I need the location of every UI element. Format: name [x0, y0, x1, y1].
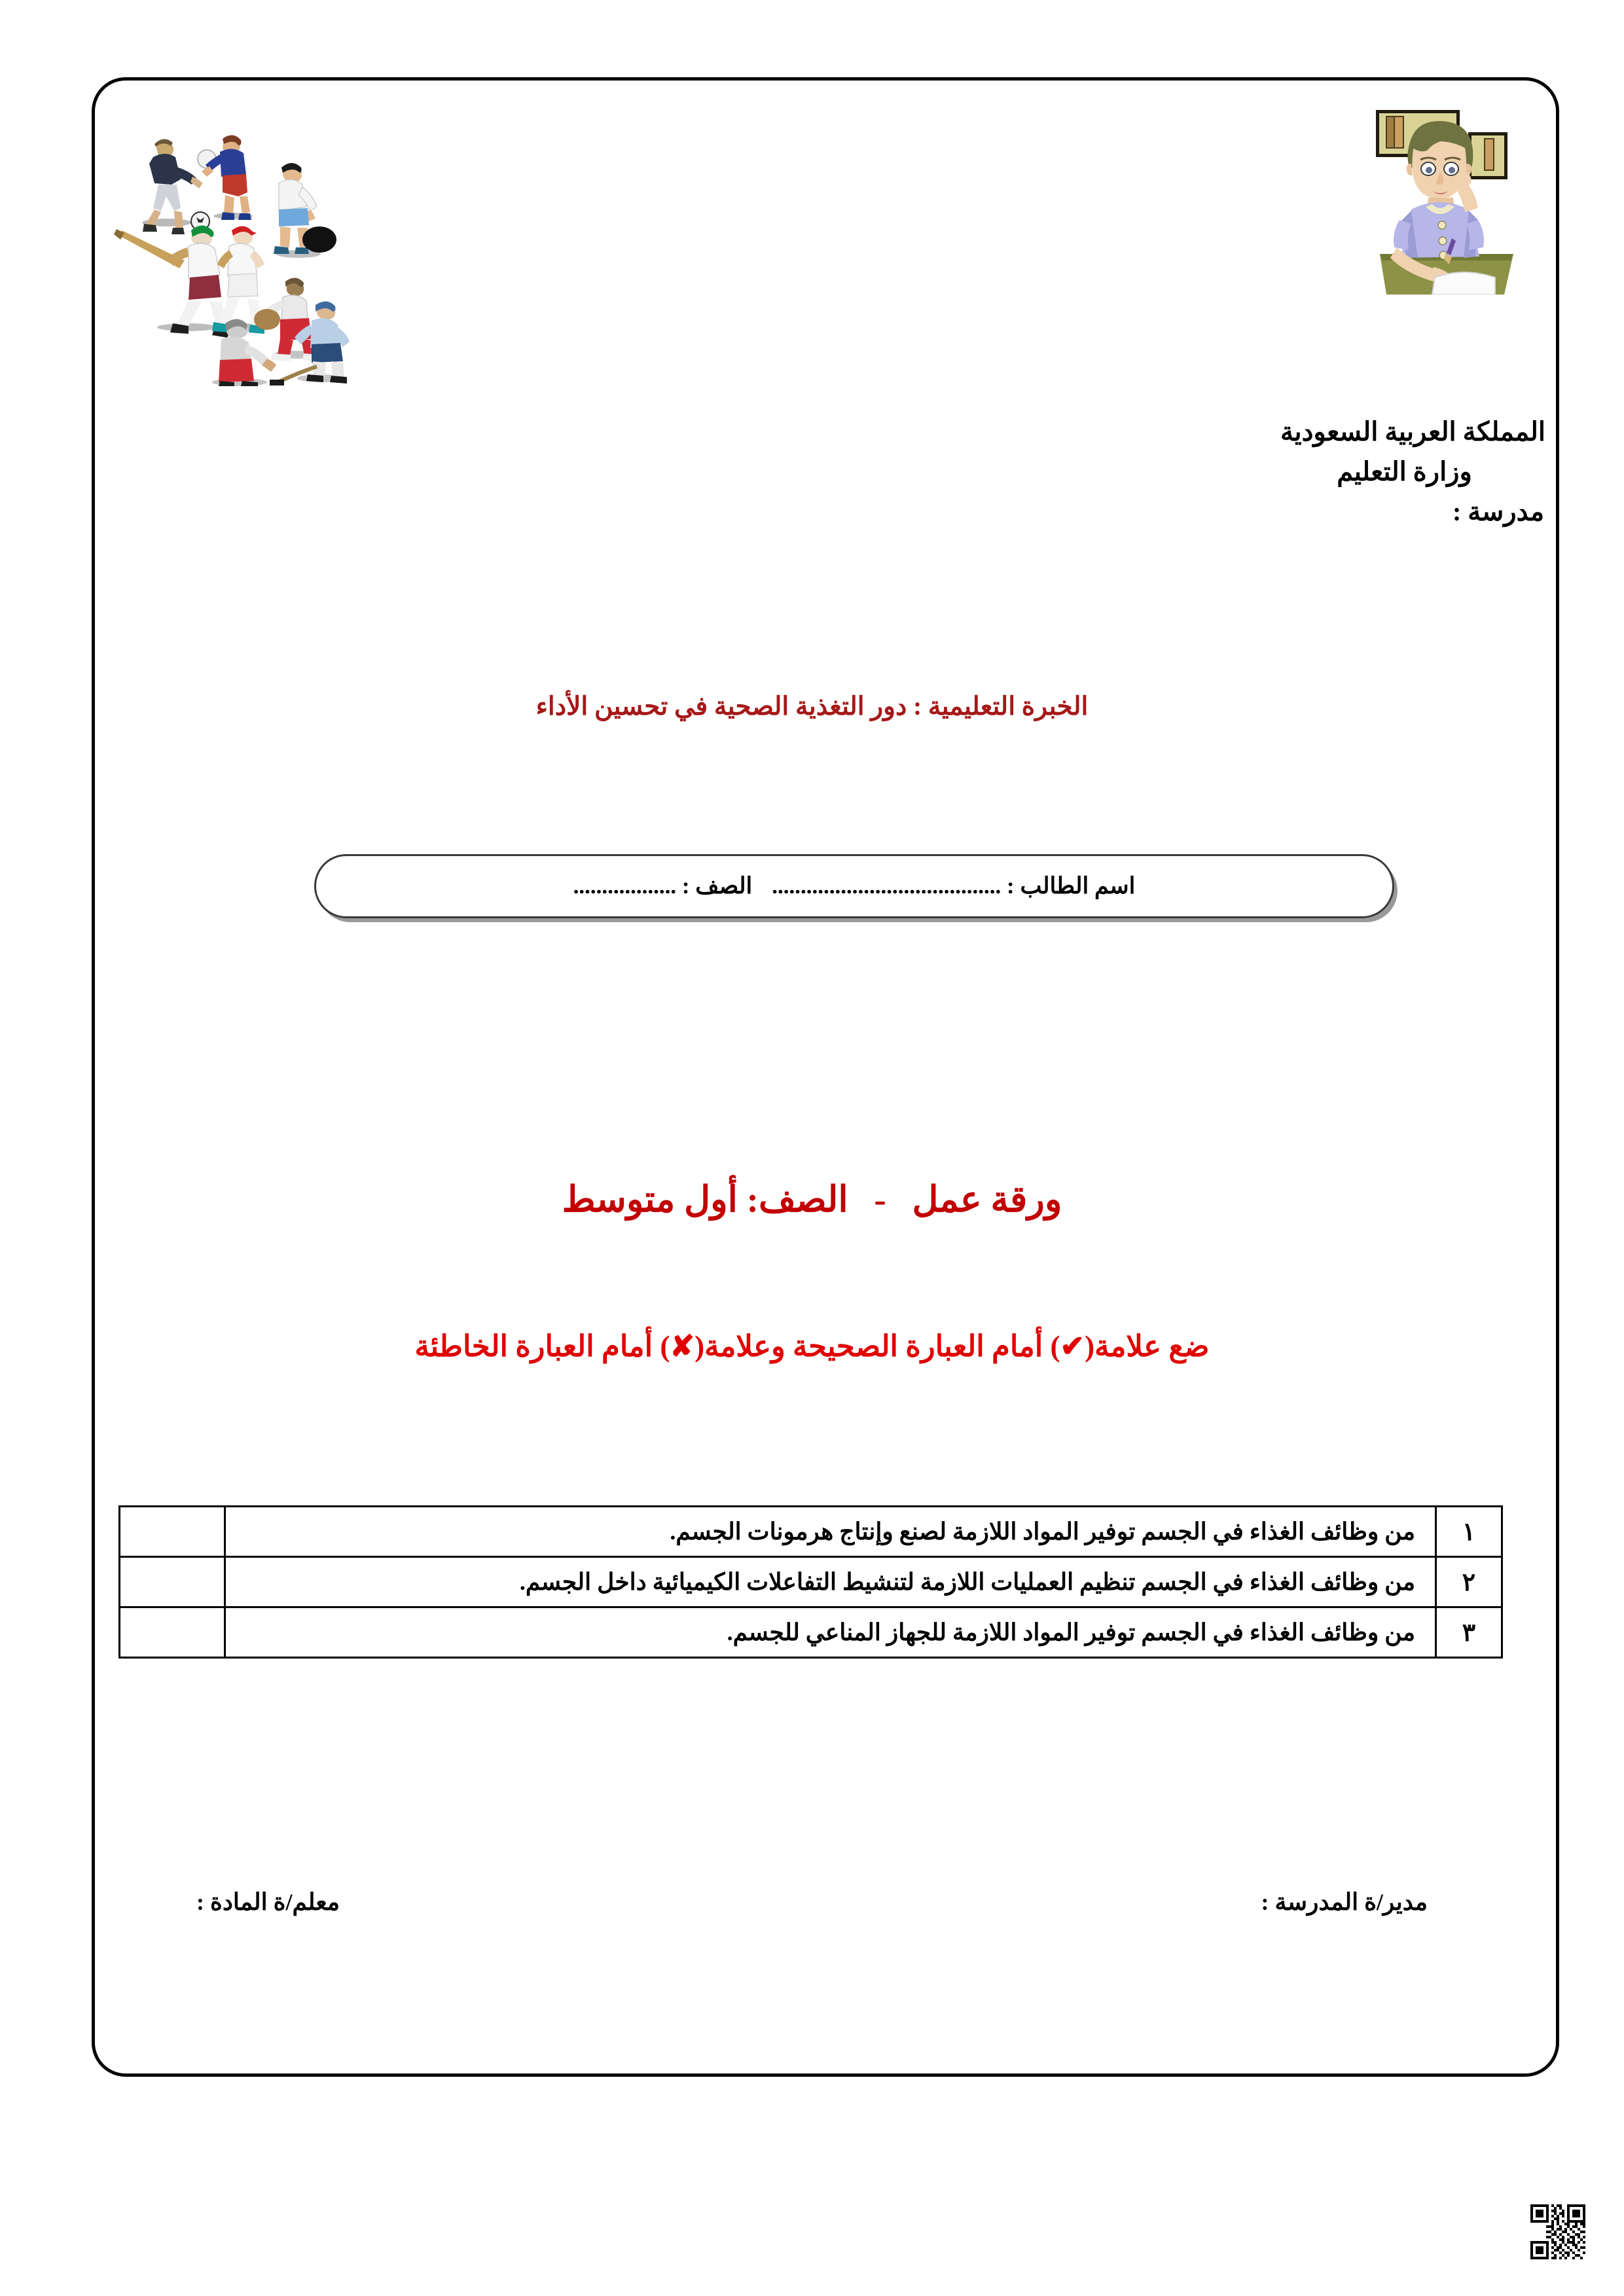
header-ministry-line: وزارة التعليم [1337, 456, 1472, 486]
table-row [120, 1607, 1502, 1658]
worksheet-instruction: ضع علامة(✔) أمام العبارة الصحيحة وعلامة(✘) أمام العبارة الخاطئة [414, 1330, 1210, 1363]
worksheet-title-main: ورقة عمل [912, 1179, 1062, 1219]
row-statement: من وظائف الغذاء في الجسم تنظيم العمليات اللازمة لتنشيط التفاعلات الكيميائية داخل الجسم. [225, 1557, 1436, 1607]
field-hockey-player-figure [274, 163, 336, 258]
baseball-catcher-figure [254, 278, 321, 361]
principal-signature-label: مدير/ة المدرسة : [1261, 1889, 1428, 1915]
class-label: الصف : [681, 873, 753, 899]
volleyball-player-figure [198, 135, 253, 220]
row-number: ٣ [1436, 1607, 1502, 1658]
teacher-signature-label: معلم/ة المادة : [196, 1889, 340, 1915]
qr-code-image [1530, 2204, 1585, 2259]
student-info-box [314, 854, 1394, 918]
worksheet-title-separator: - [874, 1179, 886, 1219]
class-blank[interactable]: .................. [573, 873, 677, 899]
class-field[interactable] [573, 873, 753, 899]
row-statement: من وظائف الغذاء في الجسم توفير المواد اللازمة للجهاز المناعي للجسم. [225, 1607, 1436, 1658]
questions-table [118, 1505, 1503, 1659]
signature-row [196, 1888, 1428, 1916]
questions-table-body [120, 1507, 1502, 1658]
student-name-label: اسم الطالب : [1007, 873, 1136, 899]
document-header [1280, 412, 1545, 531]
student-writing-at-desk-image [1348, 85, 1538, 295]
worksheet-title [0, 1178, 1624, 1220]
student-name-blank[interactable]: ........................................ [772, 873, 1001, 899]
row-answer-cell[interactable] [120, 1507, 225, 1557]
header-kingdom-line: المملكة العربية السعودية [1280, 417, 1545, 446]
baseball-batter-figure [114, 225, 229, 338]
educational-experience-line: الخبرة التعليمية : دور التغذية الصحية في تحسين الأداء [535, 692, 1089, 721]
row-number: ٢ [1436, 1557, 1502, 1607]
row-number: ١ [1436, 1507, 1502, 1557]
header-school-line: مدرسة : [1452, 496, 1544, 526]
row-statement: من وظائف الغذاء في الجسم توفير المواد اللازمة لصنع وإنتاج هرمونات الجسم. [225, 1507, 1436, 1557]
table-row [120, 1507, 1502, 1557]
worksheet-title-class: الصف: أول متوسط [562, 1179, 848, 1219]
student-name-field[interactable] [772, 873, 1135, 899]
table-row [120, 1557, 1502, 1607]
row-answer-cell[interactable] [120, 1557, 225, 1607]
row-answer-cell[interactable] [120, 1607, 225, 1658]
sports-players-collage-image [105, 111, 367, 386]
